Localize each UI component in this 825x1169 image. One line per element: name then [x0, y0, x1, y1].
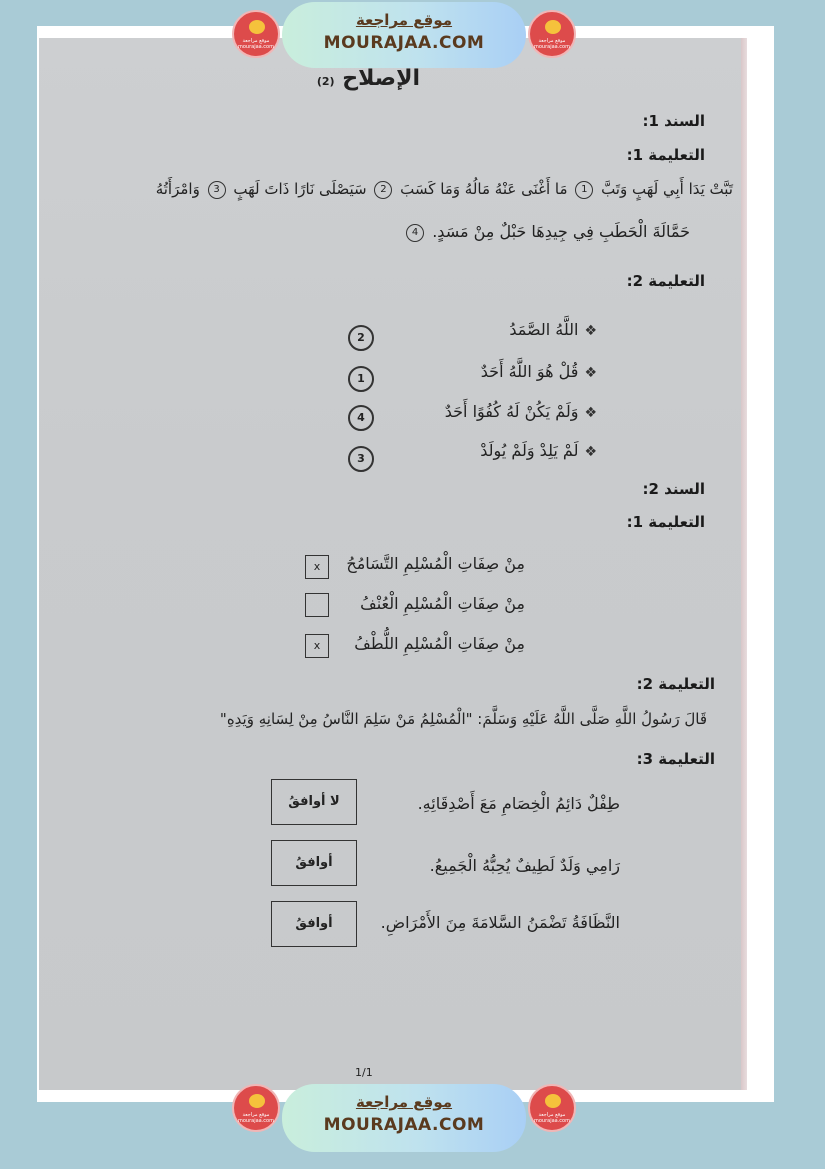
- verse-part: تَبَّتْ يَدَا أَبِي لَهَبٍ وَتَبَّ: [601, 180, 733, 198]
- instruction-heading: التعليمة 2:: [626, 272, 705, 290]
- title-note: (2): [316, 75, 335, 88]
- logo-emblem-icon: [545, 1094, 561, 1108]
- statement-text: رَامِي وَلَدٌ لَطِيفٌ يُحِبُّهُ الْجَمِيعُ.: [429, 856, 620, 875]
- order-item: [480, 441, 597, 460]
- banner-arabic[interactable]: موقع مراجعة: [355, 11, 453, 29]
- logo-caption: موقع مراجعة mourajaa.com: [237, 1112, 274, 1124]
- section-heading-1: السند 1:: [642, 112, 705, 130]
- brand-logo-icon: [528, 1084, 576, 1132]
- verse-number: 3: [208, 181, 226, 199]
- trait-statement: مِنْ صِفَاتِ الْمُسْلِمِ اللُّطْفُ: [354, 634, 525, 653]
- instruction-heading: التعليمة 2:: [636, 675, 715, 693]
- banner-domain[interactable]: MOURAJAA.COM: [323, 33, 485, 53]
- order-number: 2: [348, 325, 374, 351]
- banner-domain[interactable]: MOURAJAA.COM: [323, 1115, 485, 1135]
- statement-text: طِفْلٌ دَائِمُ الْخِصَامِ مَعَ أَصْدِقَائِهِ.: [417, 794, 620, 813]
- order-number: 3: [348, 446, 374, 472]
- hadith-text: قَالَ رَسُولُ اللَّهِ صَلَّى اللَّهُ عَلَيْهِ وَسَلَّمَ: "الْمُسْلِمُ مَنْ سَلِمَ النَّاسُ مِنْ لِسَانِهِ وَيَدِهِ": [219, 710, 707, 728]
- trait-checkbox[interactable]: x: [305, 634, 329, 658]
- order-item-text: وَلَمْ يَكُنْ لَهُ كُفُوًا أَحَدٌ: [444, 402, 579, 421]
- verse-part: سَيَصْلَى نَارًا ذَاتَ لَهَبٍ: [233, 180, 367, 198]
- logo-caption: موقع مراجعة mourajaa.com: [533, 1112, 570, 1124]
- order-item: [509, 320, 597, 339]
- verse-number: 1: [575, 181, 593, 199]
- site-banner-top[interactable]: [282, 2, 526, 68]
- paper-edge: [741, 38, 747, 1090]
- order-item-text: لَمْ يَلِدْ وَلَمْ يُولَدْ: [480, 441, 579, 460]
- trait-statement: مِنْ صِفَاتِ الْمُسْلِمِ الْعُنْفُ: [360, 594, 525, 613]
- verse-number: 2: [374, 181, 392, 199]
- verse-part: مَا أَغْنَى عَنْهُ مَالُهُ وَمَا كَسَبَ: [400, 180, 568, 198]
- page-title: [317, 66, 420, 91]
- order-item-text: اللَّهُ الصَّمَدُ: [509, 320, 579, 339]
- verse-line-1: [156, 180, 733, 199]
- trait-statement: مِنْ صِفَاتِ الْمُسْلِمِ التَّسَامُحُ: [346, 554, 525, 573]
- bullet-diamond-icon: ❖: [584, 405, 597, 421]
- logo-emblem-icon: [249, 1094, 265, 1108]
- section-heading-2: السند 2:: [642, 480, 705, 498]
- page-number: 1/1: [355, 1066, 373, 1079]
- site-banner-bottom[interactable]: [282, 1084, 526, 1152]
- brand-logo-icon: [528, 10, 576, 58]
- brand-logo-icon: [232, 10, 280, 58]
- order-item: [481, 362, 597, 381]
- bullet-diamond-icon: ❖: [584, 323, 597, 339]
- verse-part: وَامْرَأَتُهُ: [155, 180, 200, 198]
- verse-number: 4: [406, 224, 424, 242]
- verse-part: حَمَّالَةَ الْحَطَبِ فِي جِيدِهَا حَبْلٌ مِنْ مَسَدٍ.: [432, 222, 690, 241]
- logo-caption: موقع مراجعة mourajaa.com: [533, 38, 570, 50]
- instruction-heading: التعليمة 1:: [626, 513, 705, 531]
- order-number: 4: [348, 405, 374, 431]
- instruction-heading: التعليمة 1:: [626, 146, 705, 164]
- bullet-diamond-icon: ❖: [584, 444, 597, 460]
- logo-emblem-icon: [249, 20, 265, 34]
- order-item-text: قُلْ هُوَ اللَّهُ أَحَدٌ: [480, 362, 579, 381]
- instruction-heading: التعليمة 3:: [636, 750, 715, 768]
- bullet-diamond-icon: ❖: [584, 365, 597, 381]
- trait-checkbox[interactable]: [305, 593, 329, 617]
- order-number: 1: [348, 366, 374, 392]
- verse-line-2: [403, 222, 690, 242]
- answer-box[interactable]: أوافقُ: [271, 840, 357, 886]
- logo-caption: موقع مراجعة mourajaa.com: [237, 38, 274, 50]
- order-item: [445, 402, 597, 421]
- logo-emblem-icon: [545, 20, 561, 34]
- statement-text: النَّظَافَةُ تَضْمَنُ السَّلامَةَ مِنَ الأَمْرَاضِ.: [380, 913, 620, 932]
- answer-box[interactable]: أوافقُ: [271, 901, 357, 947]
- brand-logo-icon: [232, 1084, 280, 1132]
- answer-box[interactable]: لا أوافقُ: [271, 779, 357, 825]
- title-text: الإصلاح: [342, 66, 420, 91]
- trait-checkbox[interactable]: x: [305, 555, 329, 579]
- banner-arabic[interactable]: موقع مراجعة: [355, 1093, 453, 1111]
